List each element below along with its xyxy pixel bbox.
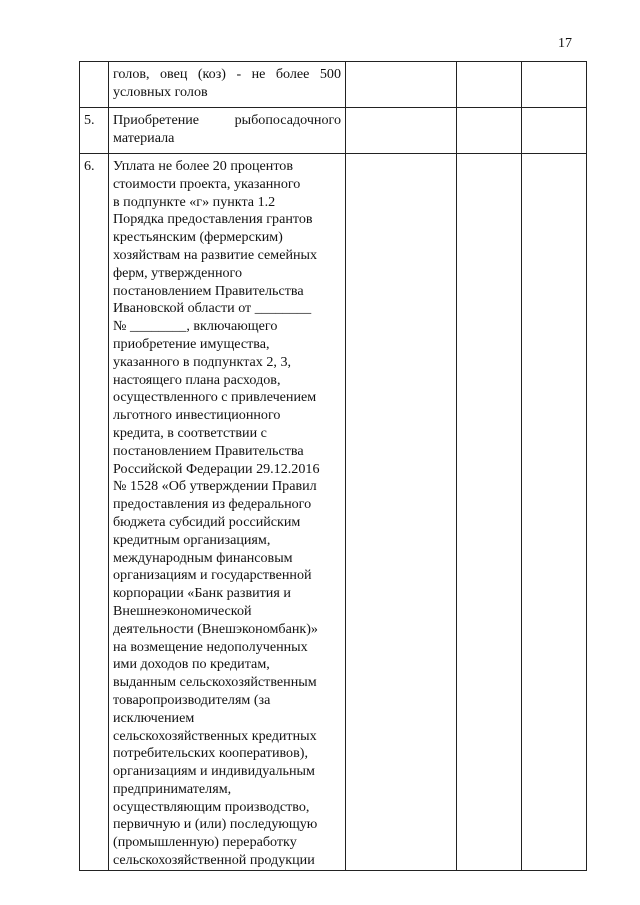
description-line: Уплата не более 20 процентов: [113, 158, 294, 174]
empty-cell: [346, 108, 457, 154]
description-line: исключением: [113, 709, 195, 726]
description-line: на возмещение недополученных: [113, 638, 308, 655]
row-number: [80, 62, 109, 108]
empty-cell: [457, 154, 522, 871]
description-line: Порядка предоставления грантов: [113, 211, 313, 228]
row-number: 6.: [80, 154, 109, 871]
description-line: бюджета субсидий российским: [113, 513, 301, 530]
description-line: стоимости проекта, указанного: [113, 175, 301, 192]
expense-plan-table: [79, 61, 587, 871]
empty-cell: [457, 108, 522, 154]
description-line: указанного в подпунктах 2, 3,: [113, 353, 292, 370]
description-line: льготного инвестиционного: [113, 407, 281, 424]
description-line: условных голов: [113, 83, 208, 100]
description-line: корпорации «Банк развития и: [113, 585, 291, 602]
description-line: в подпункте «г» пункта 1.2: [113, 193, 276, 210]
description-line: № 1528 «Об утверждении Правил: [113, 478, 317, 495]
description-line: голов, овец (коз) - не более 500: [113, 66, 341, 82]
table-row: [80, 154, 587, 871]
row-number: 5.: [80, 108, 109, 154]
description-line: кредита, в соответствии с: [113, 424, 267, 441]
description-line: материала: [113, 129, 175, 146]
description-line: товаропроизводителям (за: [113, 691, 271, 708]
description-line: Ивановской области от ________: [113, 300, 312, 317]
description-line: осуществленного с привлечением: [113, 389, 317, 406]
empty-cell: [522, 108, 587, 154]
empty-cell: [346, 62, 457, 108]
description-line: (промышленную) переработку: [113, 834, 297, 851]
empty-cell: [457, 62, 522, 108]
description-line: кредитным организациям,: [113, 531, 271, 548]
description-line: ими доходов по кредитам,: [113, 656, 270, 673]
description-line: организациям и индивидуальным: [113, 763, 315, 780]
row-description: [109, 108, 346, 154]
description-line: международным финансовым: [113, 549, 293, 566]
table-row: [80, 62, 587, 108]
description-line: постановлением Правительства: [113, 442, 304, 459]
description-line: осуществляющим производство,: [113, 798, 310, 815]
description-line: крестьянским (фермерским): [113, 229, 283, 246]
empty-cell: [522, 62, 587, 108]
description-line: сельскохозяйственной продукции: [113, 852, 315, 869]
description-line: первичную и (или) последующую: [113, 816, 318, 833]
empty-cell: [346, 154, 457, 871]
description-line: выданным сельскохозяйственным: [113, 674, 317, 691]
description-line: № ________, включающего: [113, 318, 278, 335]
table-row: [80, 108, 587, 154]
description-line: предпринимателям,: [113, 780, 232, 797]
description-line: организациям и государственной: [113, 567, 312, 584]
description-line: предоставления из федерального: [113, 496, 312, 513]
description-line: настоящего плана расходов,: [113, 371, 281, 388]
row-description: [109, 154, 346, 871]
description-line: Внешнеэкономической: [113, 602, 252, 619]
description-line: постановлением Правительства: [113, 282, 304, 299]
description-line: потребительских кооперативов),: [113, 745, 308, 762]
row-description: [109, 62, 346, 108]
description-line: сельскохозяйственных кредитных: [113, 727, 317, 744]
description-line: приобретение имущества,: [113, 335, 270, 352]
description-line: ферм, утвержденного: [113, 264, 243, 281]
description-line: Приобретение рыбопосадочного: [113, 112, 341, 128]
description-line: хозяйствам на развитие семейных: [113, 246, 318, 263]
empty-cell: [522, 154, 587, 871]
description-line: Российской Федерации 29.12.2016: [113, 460, 320, 477]
page-number: 17: [558, 36, 572, 51]
description-line: деятельности (Внешэкономбанк)»: [113, 620, 318, 637]
